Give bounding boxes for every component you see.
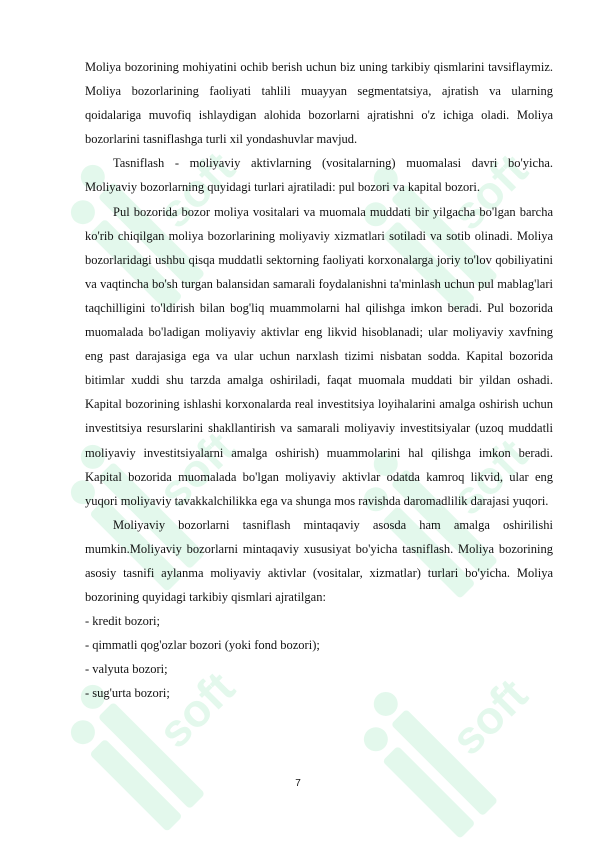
svg-text:soft: soft <box>147 421 245 518</box>
paragraph-money-capital-market: Pul bozorida bozor moliya vositalari va muomala muddati bir yilgacha bo'lgan barcha ko'rib chiqilgan moliya bozorlarining moliyaviy xizmatlari sotiladi va sotib olinadi. Moliya bozorlaridagi ushbu qisqa muddatli sektorning faoliyati korxonalarga joriy to'lov qobiliyatini va vaqtincha bo'sh turgan balansidan samarali foydalanishni ta'minlash uchun pul mablag'lari taqchilligini to'ldirish bilan bog'liq muammolarni hal qilishga imkon beradi. Pul bozorida muomalada bo'ladigan moliyaviy aktivlar eng likvid hisoblanadi; ular moliyaviy xavfning eng past darajasiga ega va ular uchun narxlash tizimi nisbatan sodda. Kapital bozorida bitimlar xuddi shu tarzda amalga oshiriladi, faqat muomala muddati bir yildan oshadi. Kapital bozorining ishlashi korxonalarda real investitsiya loyihalarini amalga oshirish uchun investitsiya resurslarini shakllantirish va samarali moliyaviy investitsiyalar (uzoq muddatli moliyaviy investitsiyalarni amalga oshirish) muammolarini hal qilishga imkon beradi. Kapital bozorida muomalada bo'lgan moliyaviy aktivlar odatda kamroq likvid, ular eng yuqori moliyaviy tavakkalchilikka ega va shunga mos ravishda daromadlilik darajasi yuqori. <box>85 204 553 508</box>
paragraph-classification-period: Tasniflash - moliyaviy aktivlarning (vositalarning) muomalasi davri bo'yicha. Moliyaviy bozorlarning quyidagi turlari ajratiladi: pul bozori va kapital bozori. <box>85 156 553 195</box>
list-item: - valyuta bozori; <box>85 662 168 677</box>
document-body <box>85 55 553 706</box>
paragraph-intro: Moliya bozorining mohiyatini ochib berish uchun biz uning tarkibiy qismlarini tavsiflaymiz. Moliya bozorlarining faoliyati tahlili muayyan segmentatsiya, ajratish va ularning qoidalariga muvofiq ishlaydigan alohida bozorlarni ajratishni o'z ichiga oladi. Moliya bozorlarini tasniflashga turli xil yondashuvlar mavjud. <box>85 60 553 147</box>
page-number: 7 <box>295 778 301 789</box>
svg-text:soft: soft <box>440 143 538 240</box>
paragraph-regional-classification: Moliyaviy bozorlarni tasniflash mintaqaviy asosda ham amalga oshirilishi mumkin.Moliyaviy bozorlarni mintaqaviy xususiyat bo'yicha tasniflash. Moliya bozorining asosiy tasnifi aylanma moliyaviy aktivlar (vositalar, xizmatlar) turlari bo'yicha. Moliya bozorining quyidagi tarkibiy qismlari ajratilgan: <box>85 517 553 605</box>
svg-text:soft: soft <box>147 661 245 758</box>
list-item: - kredit bozori; <box>85 614 160 629</box>
svg-text:soft: soft <box>147 141 245 238</box>
list-item: - sug'urta bozori; <box>85 686 170 701</box>
list-item: - qimmatli qog'ozlar bozori (yoki fond bozori); <box>85 638 320 653</box>
svg-text:soft: soft <box>440 428 538 525</box>
svg-text:soft: soft <box>440 668 538 765</box>
market-components-list <box>85 609 553 705</box>
